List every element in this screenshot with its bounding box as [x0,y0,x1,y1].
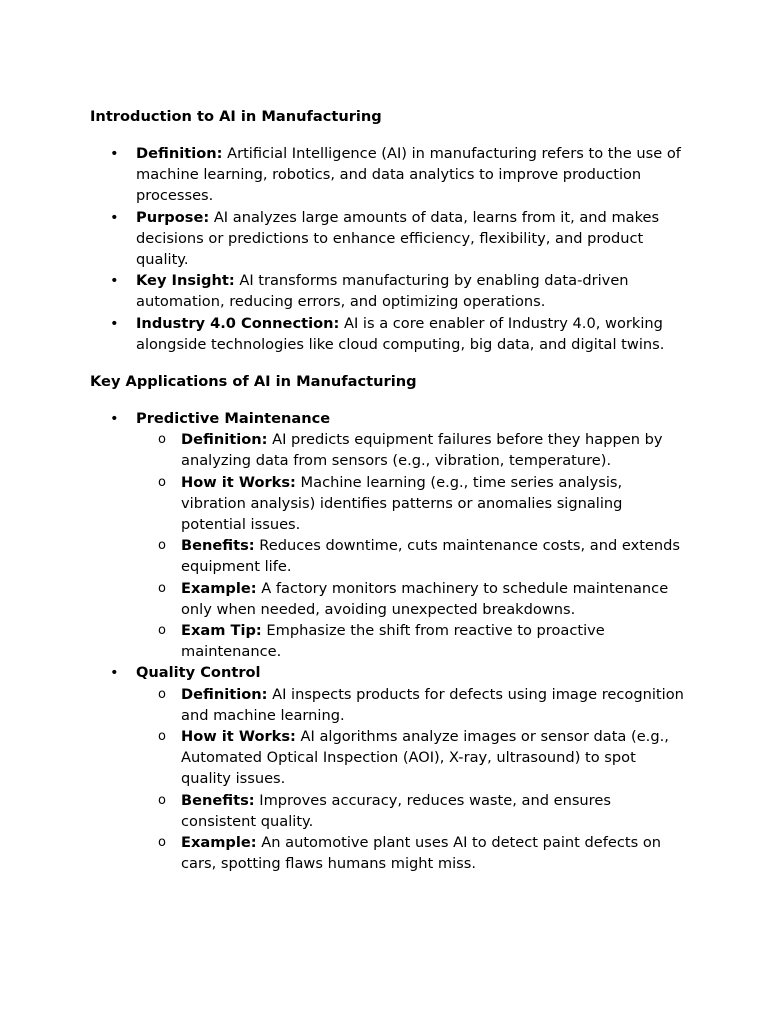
item-text: AI analyzes large amounts of data, learns from it, and makes decisions or predictions to enhance efficiency, flexibility, and product quality. [136,208,660,269]
list-item [90,143,690,207]
bullet-marker: • [110,410,119,428]
item-text: AI inspects products for defects using image recognition and machine learning. [181,685,684,724]
sub-bullet-marker: o [158,792,166,808]
sub-list-item [136,684,690,726]
sub-list-item [136,620,690,662]
sub-list [136,429,690,662]
item-text: AI predicts equipment failures before they happen by analyzing data from sensors (e.g., vibration, temperature). [181,431,663,470]
sub-list-item [136,832,690,874]
list-item [90,207,690,271]
sub-bullet-marker: o [158,580,166,596]
sub-bullet-marker: o [158,474,166,490]
item-label: Purpose: [136,208,210,226]
document-content [90,106,690,891]
section-heading-intro: Introduction to AI in Manufacturing [90,108,382,125]
sub-bullet-marker: o [158,432,166,448]
item-label: Example: [181,834,257,852]
item-label: Exam Tip: [181,622,262,640]
item-text: AI is a core enabler of Industry 4.0, working alongside technologies like cloud computing, big data, and digital twins. [136,314,665,353]
item-label: How it Works: [181,728,296,746]
item-label: Benefits: [181,791,255,809]
item-text: Artificial Intelligence (AI) in manufacturing refers to the use of machine learning, robotics, and data analytics to improve production processes. [136,145,681,205]
item-label: Example: [181,579,257,597]
item-label: Industry 4.0 Connection: [136,314,340,332]
item-label: Definition: [181,431,268,449]
sub-list-item [136,790,690,832]
applications-list [90,408,690,874]
sub-bullet-marker: o [158,835,166,851]
sub-bullet-marker: o [158,623,166,639]
list-item-quality-control [90,662,690,874]
sub-list [136,684,690,875]
item-text: A factory monitors machinery to schedule maintenance only when needed, avoiding unexpected breakdowns. [181,579,669,618]
sub-bullet-marker: o [158,686,166,702]
item-label: Definition: [181,685,268,703]
item-text: An automotive plant uses AI to detect paint defects on cars, spotting flaws humans might miss. [181,834,662,873]
item-text: Emphasize the shift from reactive to proactive maintenance. [181,622,605,661]
bullet-marker: • [110,272,119,290]
list-item [90,313,690,355]
list-item-predictive-maintenance [90,408,690,662]
sub-bullet-marker: o [158,538,166,554]
sub-list-item [136,535,690,577]
intro-list [90,143,690,355]
item-label: Key Insight: [136,272,235,290]
bullet-marker: • [110,664,119,682]
item-text: Machine learning (e.g., time series analysis, vibration analysis) identifies patterns or anomalies signaling potential issues. [181,473,623,534]
sub-list-item [136,429,690,471]
item-label: Definition: [136,145,223,162]
bullet-marker: • [110,145,119,162]
item-text: Reduces downtime, cuts maintenance costs, and extends equipment life. [181,537,681,576]
sub-list-item [136,726,690,790]
sub-list-item [136,578,690,620]
item-label: How it Works: [181,473,296,491]
item-label: Benefits: [181,537,255,555]
item-text: AI algorithms analyze images or sensor data (e.g., Automated Optical Inspection (AOI), X-ray, ultrasound) to spot quality issues. [181,728,669,788]
group-title: Quality Control [136,664,261,682]
section-heading-applications: Key Applications of AI in Manufacturing [90,373,417,391]
list-item [90,270,690,312]
item-text: AI transforms manufacturing by enabling data-driven automation, reducing errors, and optimizing operations. [136,272,629,311]
group-title: Predictive Maintenance [136,410,331,428]
bullet-marker: • [110,314,119,332]
bullet-marker: • [110,208,119,226]
sub-list-item [136,472,690,536]
sub-bullet-marker: o [158,729,166,745]
item-text: Improves accuracy, reduces waste, and ensures consistent quality. [181,791,611,830]
